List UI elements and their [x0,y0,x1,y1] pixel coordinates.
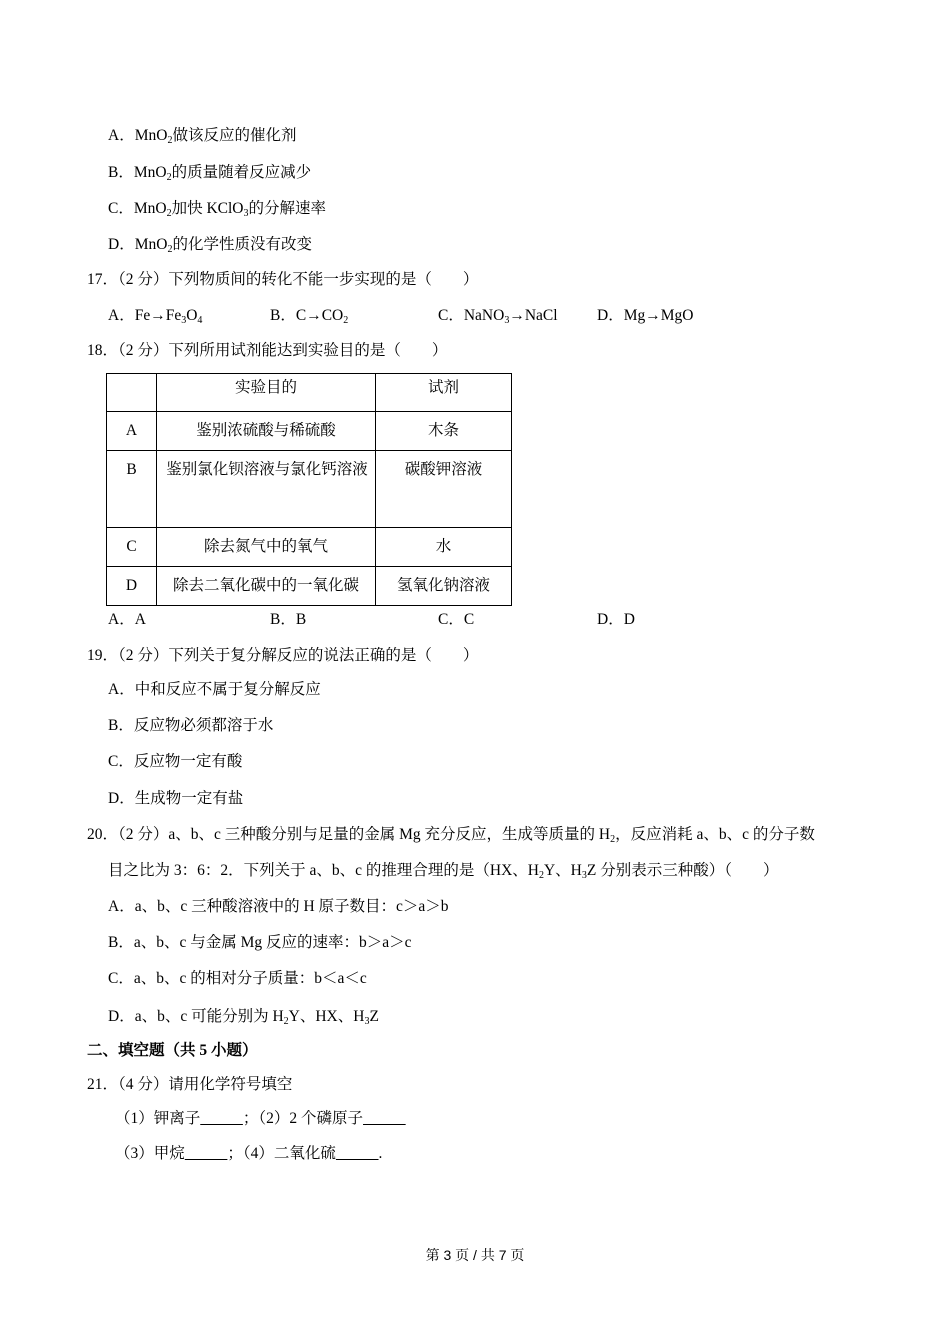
table-header-cell: 试剂 [376,374,512,412]
table-cell: 除去氮气中的氧气 [157,528,376,567]
q20-option-a: A．a、b、c 三种酸溶液中的 H 原子数目：c＞a＞b [108,898,449,915]
table-cell: C [107,528,157,567]
q20-option-c: C．a、b、c 的相对分子质量：b＜a＜c [108,970,367,987]
page-footer: 第 3 页 / 共 7 页 [425,1247,525,1263]
q18-table [106,373,512,606]
q20-stem-line2: 目之比为 3：6：2．下列关于 a、b、c 的推理合理的是（HX、$H_2Y$、$H_3Z$ 分别表示三种酸）（ ） [108,862,779,881]
q17-option-d: D．Mg→MgO [597,307,694,324]
q19-option-a: A．中和反应不属于复分解反应 [108,681,321,698]
q18-option-d: D．D [597,611,635,628]
table-row [107,528,512,567]
table-cell: D [107,567,157,606]
section-title: 二、填空题（共 5 小题） [87,1042,258,1059]
table-cell: 鉴别浓硫酸与稀硫酸 [157,412,376,451]
table-header-row [107,374,512,412]
q20-option-b: B．a、b、c 与金属 Mg 反应的速率：b＞a＞c [108,934,412,951]
q16-option-c: C．MnO$_2$加快 KClO$_3$的分解速率 [108,200,327,219]
q20-stem-line1: 20．（2 分）a、b、c 三种酸分别与足量的金属 Mg 充分反应，生成等质量的 $H_2$，反应消耗 a、b、c 的分子数 [87,826,815,845]
answer-blank[interactable] [200,1110,243,1127]
q18-option-a: A．A [108,611,146,628]
q19-stem: 19．（2 分）下列关于复分解反应的说法正确的是（ ） [87,647,479,664]
q19-option-b: B．反应物必须都溶于水 [108,717,274,734]
q19-option-c: C．反应物一定有酸 [108,753,243,770]
table-cell: 碳酸钾溶液 [376,451,512,528]
q19-option-d: D．生成物一定有盐 [108,790,244,807]
table-cell: 水 [376,528,512,567]
q16-option-d: D．MnO$_2$的化学性质没有改变 [108,236,312,255]
q17-option-c: C．NaNO$_3$→NaCl [438,307,558,326]
answer-blank[interactable] [336,1145,379,1162]
q17-option-a: A．$Fe\to Fe_3O_4$ [108,307,203,326]
answer-blank[interactable] [185,1145,228,1162]
table-cell: 除去二氧化碳中的一氧化碳 [157,567,376,606]
table-row [107,567,512,606]
q21-stem: 21．（4 分）请用化学符号填空 [87,1076,293,1093]
q16-option-b: B．MnO$_2$的质量随着反应减少 [108,164,312,183]
q20-option-d: D．a、b、c 可能分别为 $H_2Y$、HX、$H_3Z$ [108,1008,379,1027]
q17-option-b: B．$C\to CO_2$ [270,307,349,326]
table-cell: 氢氧化钠溶液 [376,567,512,606]
table-cell: B [107,451,157,528]
q18-option-c: C．C [438,611,475,628]
q18-option-b: B．B [270,611,307,628]
q21-line1: （1）钾离子 ；（2）2 个磷原子 [115,1109,406,1129]
table-header-cell: 实验目的 [157,374,376,412]
answer-blank[interactable] [363,1110,406,1127]
q21-line2: （3）甲烷 ；（4）二氧化硫 . [115,1145,383,1162]
table-cell: 木条 [376,412,512,451]
table-row [107,412,512,451]
table-cell: A [107,412,157,451]
q17-stem: 17．（2 分）下列物质间的转化不能一步实现的是（ ） [87,271,479,288]
table-row [107,451,512,528]
q16-option-a: A．MnO$_2$做该反应的催化剂 [108,127,297,146]
table-header-cell [107,374,157,412]
table-cell: 鉴别氯化钡溶液与氯化钙溶液 [157,451,376,528]
q18-stem: 18．（2 分）下列所用试剂能达到实验目的是（ ） [87,342,448,359]
